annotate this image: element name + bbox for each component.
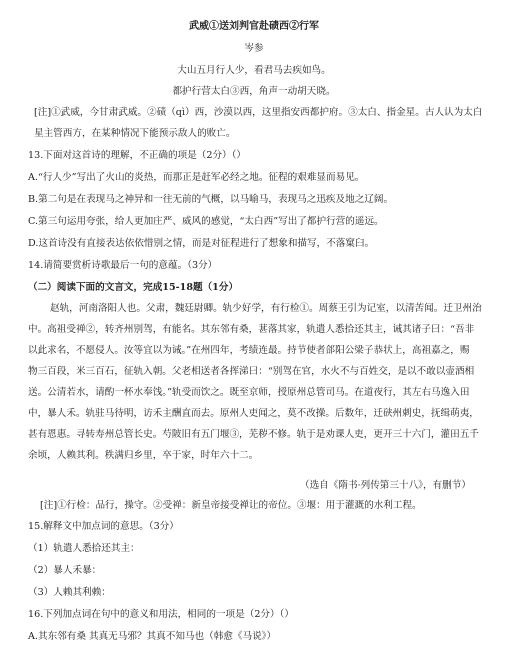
q16-stem: 16.下列加点词在句中的意义和用法，相同的一项是（2分）（）	[28, 609, 294, 620]
passage-line-7: 甚有恩惠。寻转寿州总管长史。芍陂旧有五门堰③，芜秽不修。轨于是劝课人吏，更开三十六门，灌田五千	[28, 429, 479, 440]
passage-line-2: 中。高祖受禅②，转齐州别驾，有能名。其东邻有桑，葚落其家，轨遣人悉拾还其主，诫其诸子曰：“吾非	[28, 324, 475, 335]
q13-stem: 13.下面对这首诗的理解，不正确的项是（2分）（）	[28, 150, 247, 161]
poem-note-1: [注]①武威，今甘肃武威。②碛（qì）西，沙漠以西，这里指安西都护府。③太白、指金星。古人认为太白	[34, 107, 483, 118]
poem-note-2: 星主管西方，在某种情况下能预示敌人的败亡。	[34, 128, 236, 139]
passage-line-8: 余顷，人赖其利。秩满归乡里，卒于家，时年六十二。	[28, 450, 259, 461]
q15-item-2: （2）暴人禾暴：	[28, 565, 102, 576]
q13-option-d: D.这首诗没有直接表达依依惜别之情，而是对征程进行了想象和描写，不落窠臼。	[28, 238, 375, 249]
q13-option-a: A.“行人少”写出了火山的炎热，而那正是赶军必经之地。征程的艰难显而易见。	[28, 172, 365, 183]
passage-note: [注]①行检：品行，操守。②受禅：新皇帝接受禅让的帝位。③堰：用于灌溉的水利工程。	[40, 500, 422, 511]
q15-item-3: （3）人赖其利赖：	[28, 587, 111, 598]
passage-source: （选自《隋书·列传第三十八》，有删节）	[300, 480, 471, 491]
passage-line-1: 赵轨，河南洛阳人也。父肃，魏廷尉卿。轨少好学，有行检①。周蔡王引为记室，以清苦闻。迁卫州治	[50, 303, 482, 314]
poem-title: 武威①送刘判官赴碛西②行军	[189, 21, 319, 32]
poem-line-2: 都护行营太白③西，角声一动胡天晓。	[172, 86, 336, 97]
poem-line-1: 大山五月行人少，看君马去疾如鸟。	[177, 65, 331, 76]
q15-item-1: （1）轨遣人悉拾还其主：	[28, 543, 140, 554]
passage-line-6: 中，暴人禾。轨驻马待明，访禾主酬直而去。原州人吏闻之，莫不改操。后数年，迁硖州刺史，抚缉萌夷，	[28, 408, 479, 419]
passage-line-4: 物三百段，米三百石，征轨入朝。父老相送者各挥涕曰：“别驾在官，水火不与百姓交，是以不敢以壶酒相	[28, 366, 475, 377]
passage-line-3: 以此求名，不愿侵人。汝等宜以为诫。”在州四年，考绩连最。持节使者郃阳公梁子恭状上，高祖嘉之，赐	[28, 345, 470, 356]
q15-stem: 15.解释文中加点词的意思。（3分）	[28, 521, 179, 532]
poem-author: 岑参	[244, 43, 264, 54]
q13-option-b: B.第二句是在表现马之神异和一往无前的气概，以马喻马，表现马之迅疾及地之辽阔。	[28, 194, 394, 205]
q14-stem: 14.请简要赏析诗歌最后一句的意蕴。（3分）	[28, 260, 218, 271]
q13-option-c: C.第三句运用夸张，给人更加庄严、威风的感觉，“太白西”写出了都护行营的遥远。	[28, 216, 384, 227]
q16-option-a: A.其东邻有桑 其真无马邪？其真不知马也（韩愈《马说》）	[28, 631, 277, 642]
passage-line-5: 送。公清若水，请酌一杯水奉饯。”轨受而饮之。既至京师，授原州总管司马。在道夜行，其左右马逸入田	[28, 387, 470, 398]
section-heading: （二）阅读下面的文言文，完成15-18题（1分）	[28, 282, 239, 293]
